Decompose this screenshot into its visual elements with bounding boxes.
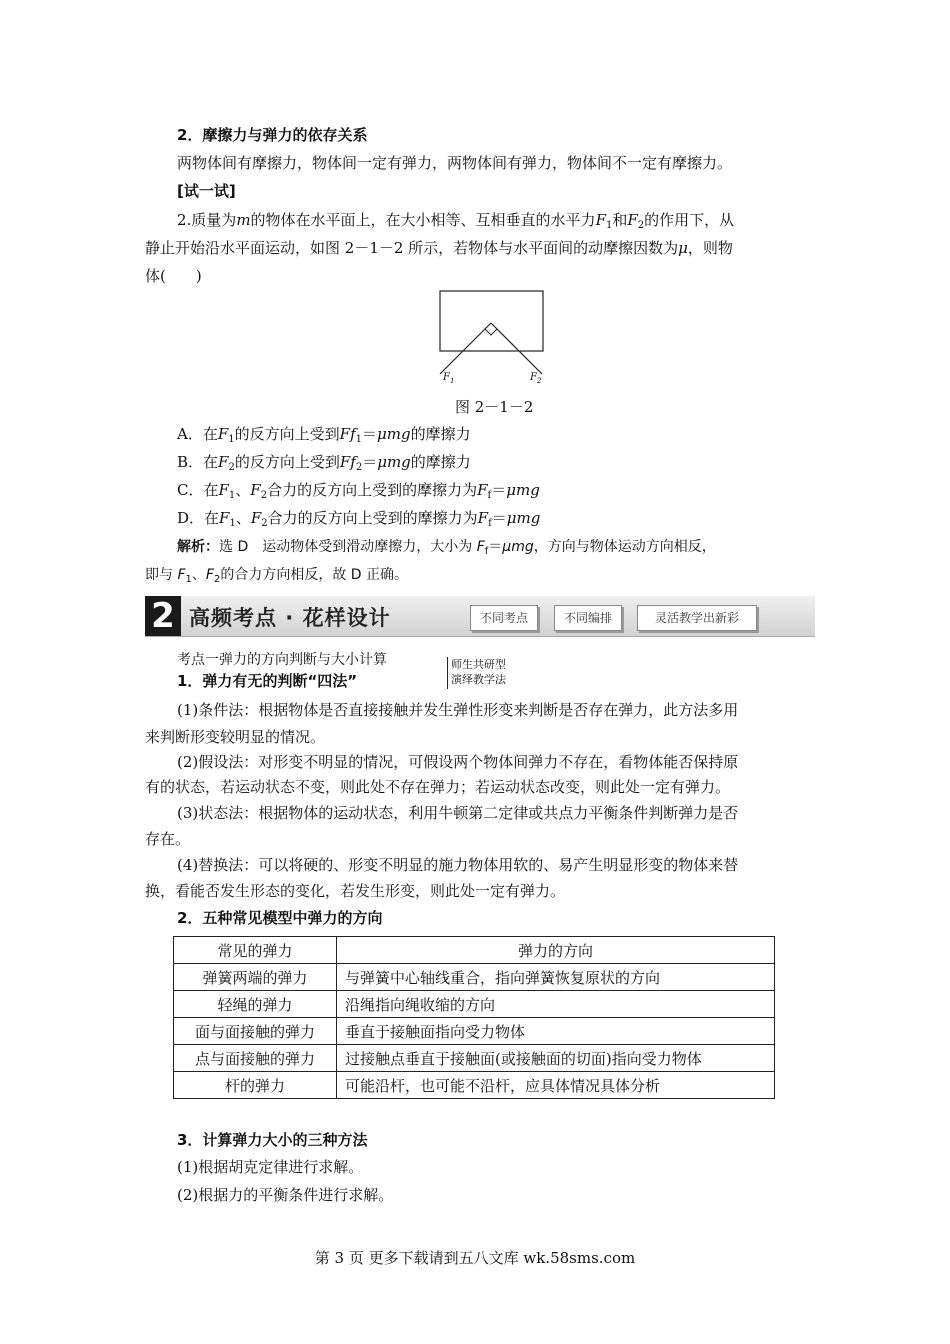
- option-a: A．在$F_1$的反方向上受到$Ff_1=\mu mg$的摩擦力: [177, 425, 471, 445]
- method-3-line-1: (3)状态法：根据物体的运动状态，利用牛顿第二定律或共点力平衡条件判断弹力是否: [177, 804, 739, 822]
- side-note: [451, 657, 506, 687]
- table-cell: 过接触点垂直于接触面(或接触面的切面)指向受力物体: [337, 1045, 775, 1072]
- question-line-3: 体( ): [145, 267, 202, 285]
- elastic-direction-table: [173, 936, 775, 1099]
- calc-method-1: (1)根据胡克定律进行求解。: [177, 1158, 364, 1176]
- table-cell: 与弹簧中心轴线重合，指向弹簧恢复原状的方向: [337, 964, 775, 991]
- force-f1-line: [440, 323, 491, 374]
- method-4-line-1: (4)替换法：可以将硬的、形变不明显的施力物体用软的、易产生明显形变的物体来替: [177, 856, 739, 874]
- table-header-cell: 常见的弹力: [174, 937, 337, 964]
- label-f1: $F_1$: [443, 372, 455, 385]
- banner-tag-1: 不同考点: [470, 605, 538, 631]
- keypoint-title: 考点一弹力的方向判断与大小计算: [177, 652, 387, 668]
- option-c: C．在$F_1$、$F_2$合力的反方向上受到的摩擦力为$F_f=\mu mg$: [177, 481, 540, 501]
- analysis-line-2: 即与 $F_1$、$F_2$的合力方向相反，故 D 正确。: [145, 567, 409, 585]
- table-cell: 弹簧两端的弹力: [174, 964, 337, 991]
- heading-three-methods: 3．计算弹力大小的三种方法: [177, 1131, 368, 1149]
- table-row: [174, 1045, 775, 1072]
- table-header-row: [174, 937, 775, 964]
- section-heading-friction-elastic: 2．摩擦力与弹力的依存关系: [177, 126, 368, 144]
- method-2-line-1: (2)假设法：对形变不明显的情况，可假设两个物体间弹力不存在，看物体能否保持原: [177, 753, 739, 771]
- method-1-line-1: (1)条件法：根据物体是否直接接触并发生弹性形变来判断是否存在弹力，此方法多用: [177, 701, 739, 719]
- table-row: [174, 964, 775, 991]
- banner-tag-2: 不同编排: [554, 605, 622, 631]
- table-cell: 面与面接触的弹力: [174, 1018, 337, 1045]
- block-rect: [440, 291, 543, 351]
- question-line-1: 2.质量为m的物体在水平面上，在大小相等、互相垂直的水平力$F_1$和$F_2$的作用下，从: [177, 211, 735, 231]
- table-row: [174, 1072, 775, 1099]
- right-angle-mark: [485, 329, 497, 335]
- method-4-line-2: 换，看能否发生形态的变化，若发生形变，则此处一定有弹力。: [145, 882, 566, 900]
- table-cell: 可能沿杆，也可能不沿杆，应具体情况具体分析: [337, 1072, 775, 1099]
- heading-five-models: 2．五种常见模型中弹力的方向: [177, 909, 383, 927]
- banner-number: 2: [145, 596, 181, 636]
- side-note-line-1: 师生共研型: [451, 658, 506, 671]
- paragraph-friction-elastic: 两物体间有摩擦力，物体间一定有弹力，两物体间有弹力，物体间不一定有摩擦力。: [177, 154, 733, 172]
- table-cell: 轻绳的弹力: [174, 991, 337, 1018]
- section-banner: [145, 596, 815, 637]
- question-line-2: 静止开始沿水平面运动，如图 2－1－2 所示，若物体与水平面间的动摩擦因数为μ，则物: [145, 239, 733, 257]
- option-d: D．在$F_1$、$F_2$合力的反方向上受到的摩擦力为$F_f=\mu mg$: [177, 509, 541, 529]
- option-b: B．在$F_2$的反方向上受到$Ff_2=\mu mg$的摩擦力: [177, 453, 471, 473]
- side-note-divider: [447, 657, 448, 689]
- page-footer: 第 3 页 更多下载请到五八文库 wk.58sms.com: [314, 1249, 636, 1267]
- table-row: [174, 991, 775, 1018]
- method-2-line-2: 有的状态，若运动状态不变，则此处不存在弹力；若运动状态改变，则此处一定有弹力。: [145, 778, 731, 796]
- heading-four-methods: 1．弹力有无的判断“四法”: [177, 672, 358, 690]
- figure-caption: 图 2－1－2: [455, 398, 534, 416]
- table-cell: 沿绳指向绳收缩的方向: [337, 991, 775, 1018]
- banner-title: 高频考点 · 花样设计: [189, 606, 391, 630]
- calc-method-2: (2)根据力的平衡条件进行求解。: [177, 1186, 394, 1204]
- method-1-line-2: 来判断形变较明显的情况。: [145, 728, 326, 746]
- analysis-line-1: 解析：选 D 运动物体受到滑动摩擦力，大小为 $F_f=\mu mg$，方向与物体运动方向相反，: [177, 539, 716, 557]
- table-cell: 杆的弹力: [174, 1072, 337, 1099]
- side-note-line-2: 演绎教学法: [451, 673, 506, 686]
- table-cell: 点与面接触的弹力: [174, 1045, 337, 1072]
- table-row: [174, 1018, 775, 1045]
- table-cell: 垂直于接触面指向受力物体: [337, 1018, 775, 1045]
- force-f2-line: [491, 323, 542, 374]
- method-3-line-2: 存在。: [145, 830, 191, 848]
- table-header-cell: 弹力的方向: [337, 937, 775, 964]
- banner-tag-3: 灵活教学出新彩: [637, 605, 757, 631]
- label-f2: $F_2$: [530, 372, 542, 385]
- try-label: [试一试]: [177, 182, 236, 200]
